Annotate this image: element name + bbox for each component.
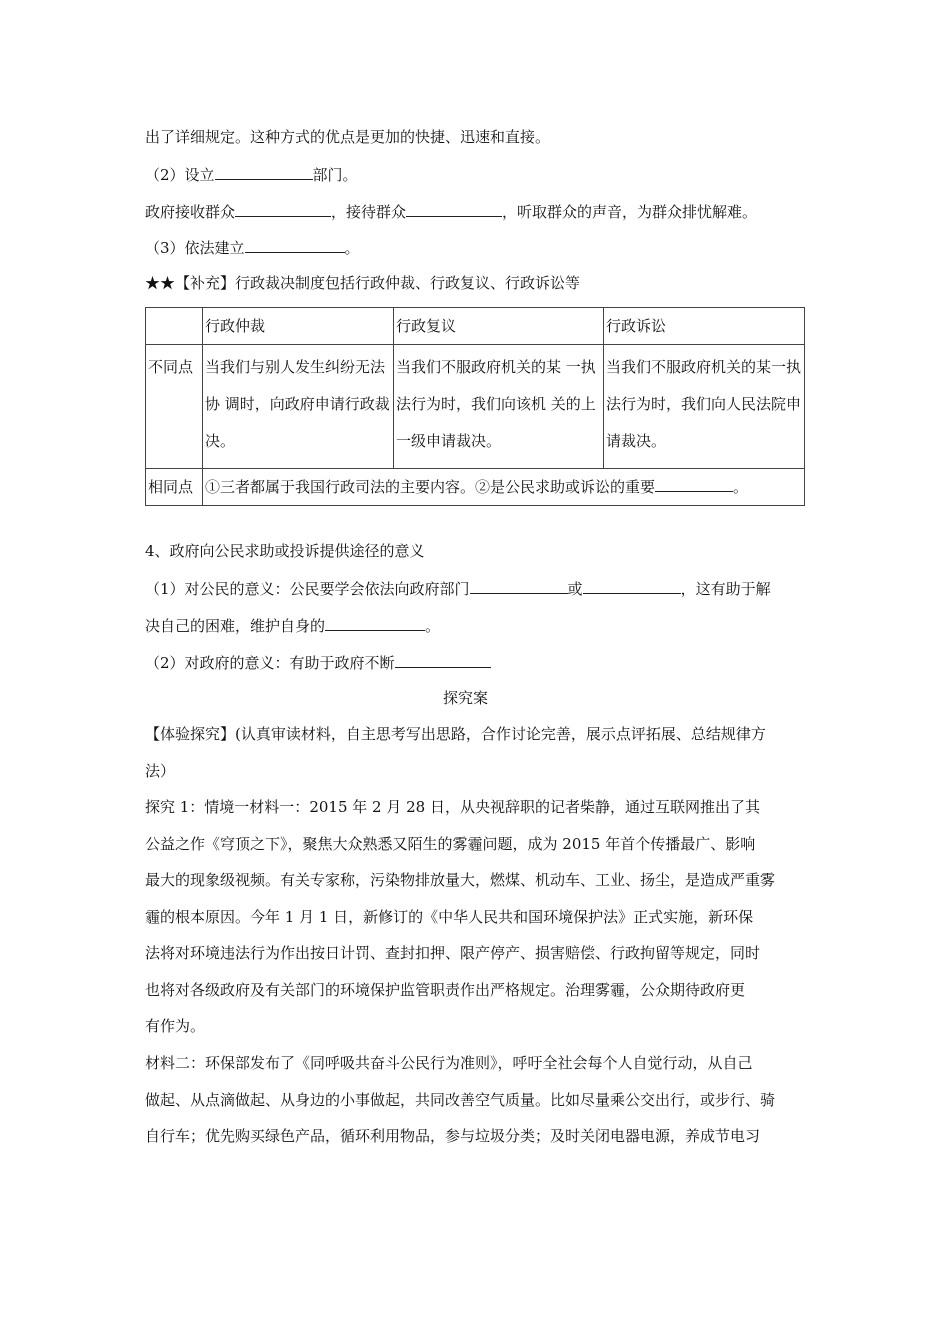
material-1-line: 霾的根本原因。今年 1 月 1 日，新修订的《中华人民共和国环境保护法》正式实施，新环保 xyxy=(145,908,754,926)
line3-part-a: 政府接收群众 xyxy=(145,203,236,221)
material-1-line: 公益之作《穹顶之下》，聚焦大众熟悉又陌生的雾霾问题，成为 2015 年首个传播最广、影响 xyxy=(145,835,756,853)
fill-blank[interactable] xyxy=(395,651,491,668)
supplement-line xyxy=(145,273,580,293)
material-1-line: 探究 1：情境一材料一：2015 年 2 月 28 日，从央视辞职的记者柴静，通过互联网推出了其 xyxy=(145,798,760,816)
fill-blank[interactable] xyxy=(215,163,313,180)
material-2-line: 做起、从点滴做起、从身边的小事做起，共同改善空气质量。比如尽量乘公交出行，或步行、骑 xyxy=(145,1091,776,1109)
same-end: 。 xyxy=(733,478,749,496)
fill-blank[interactable] xyxy=(655,475,733,492)
p2-text: （2）对政府的意义：有助于政府不断 xyxy=(145,654,395,672)
adjudication-table xyxy=(145,307,805,506)
star-icon: ★★ xyxy=(145,274,176,292)
material-2-line: 自行车；优先购买绿色产品，循环利用物品，参与垃圾分类；及时关闭电器电源，养成节电习 xyxy=(145,1127,761,1145)
item-2-suffix: 部门。 xyxy=(312,166,358,184)
material-1-line: 也将对各级政府及有关部门的环境保护监管职责作出严格规定。治理雾霾，公众期待政府更 xyxy=(145,981,746,999)
item-3 xyxy=(145,236,360,258)
diff-cell-litigation: 当我们不服政府机关的某一执法行为时，我们向人民法院申请裁决。 xyxy=(604,345,805,469)
row-label-same: 相同点 xyxy=(146,469,203,506)
diff-cell-reconsideration: 当我们不服政府机关的某 一执法行为时，我们向该机 关的上一级申请裁决。 xyxy=(394,345,604,469)
item-3-suffix: 。 xyxy=(344,239,360,257)
table-header-cell: 行政诉讼 xyxy=(604,308,805,345)
line3-part-c: ，听取群众的声音，为群众排忧解难。 xyxy=(502,203,758,221)
supplement-text: 【补充】行政裁决制度包括行政仲裁、行政复议、行政诉讼等 xyxy=(175,274,581,292)
fill-blank[interactable] xyxy=(245,236,345,253)
row-label-difference: 不同点 xyxy=(146,345,203,469)
intro-line-3 xyxy=(145,200,757,222)
p1-line2-b: 。 xyxy=(425,617,441,635)
material-1-line: 法将对环境违法行为作出按日计罚、查封扣押、限产停产、损害赔偿、行政拘留等规定，同时 xyxy=(145,944,761,962)
material-1-line: 有作为。 xyxy=(145,1017,206,1035)
fill-blank[interactable] xyxy=(406,200,502,217)
explore-intro-line-2: 法） xyxy=(145,762,176,780)
material-1-line: 最大的现象级视频。有关专家称，污染物排放量大，燃煤、机动车、工业、扬尘，是造成严重雾 xyxy=(145,871,776,889)
explore-intro-line-1: 【体验探究】(认真审读材料，自主思考写出思路，合作讨论完善，展示点评拓展、总结规律方 xyxy=(145,725,766,743)
item-2-prefix: （2）设立 xyxy=(145,166,215,184)
fill-blank[interactable] xyxy=(470,577,568,594)
fill-blank[interactable] xyxy=(325,614,425,631)
table-header-cell xyxy=(146,308,203,345)
fill-blank[interactable] xyxy=(235,200,331,217)
p1-part-a: （1）对公民的意义：公民要学会依法向政府部门 xyxy=(145,580,470,598)
same-cell xyxy=(203,469,805,506)
table-row-same xyxy=(146,469,805,506)
intro-line-1: 出了详细规定。这种方式的优点是更加的快捷、迅速和直接。 xyxy=(145,128,551,146)
item-2 xyxy=(145,163,358,185)
section-4-p1 xyxy=(145,577,771,599)
line3-part-b: ，接待群众 xyxy=(331,203,407,221)
table-header-row xyxy=(146,308,805,345)
material-2-line: 材料二：环保部发布了《同呼吸共奋斗公民行为准则》，呼吁全社会每个人自觉行动，从自己 xyxy=(145,1054,753,1072)
table-header-cell: 行政仲裁 xyxy=(203,308,394,345)
section-4-p1-line2 xyxy=(145,614,440,636)
section-4-title: 4、政府向公民求助或投诉提供途径的意义 xyxy=(145,542,425,560)
p1-part-b: 或 xyxy=(567,580,583,598)
table-header-cell: 行政复议 xyxy=(394,308,604,345)
section-4-p2 xyxy=(145,651,491,673)
p1-line2-a: 决自己的困难，维护自身的 xyxy=(145,617,326,635)
diff-cell-arbitration: 当我们与别人发生纠纷无法协 调时，向政府申请行政裁决。 xyxy=(203,345,394,469)
table-row-difference xyxy=(146,345,805,469)
item-3-prefix: （3）依法建立 xyxy=(145,239,245,257)
explore-heading: 探究案 xyxy=(443,689,489,707)
fill-blank[interactable] xyxy=(583,577,681,594)
same-text: ①三者都属于我国行政司法的主要内容。②是公民求助或诉讼的重要 xyxy=(205,478,656,496)
p1-part-c: ，这有助于解 xyxy=(680,580,771,598)
